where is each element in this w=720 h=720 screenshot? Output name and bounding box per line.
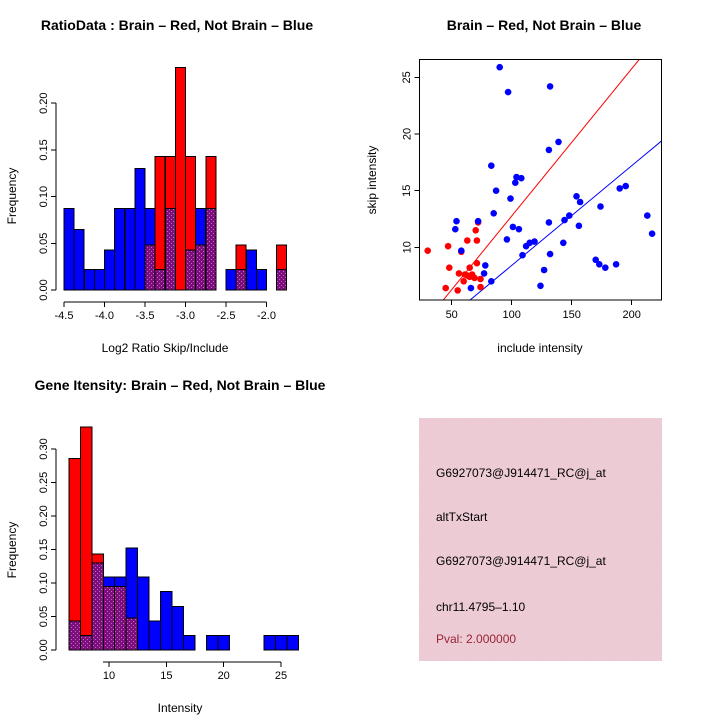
scatter-point-brain — [446, 264, 453, 271]
scatter-point-brain — [474, 237, 481, 244]
scatter-point-brain — [474, 260, 481, 267]
scatter-point-not-brain — [531, 238, 538, 245]
x-tick-label: -2.5 — [216, 310, 236, 322]
scatter-point-not-brain — [613, 261, 620, 268]
scatter-point-not-brain — [519, 252, 526, 259]
hist-bar-red — [80, 427, 92, 650]
y-axis-label: Frequency — [5, 521, 19, 579]
hist-bar-overlap — [145, 245, 155, 290]
scatter-point-not-brain — [596, 261, 603, 268]
scatter-point-not-brain — [577, 199, 584, 206]
scatter-point-brain — [460, 278, 467, 285]
y-tick-label: 20 — [401, 127, 414, 141]
panel-ratio-histogram — [0, 0, 360, 360]
x-tick-label: -3.0 — [176, 310, 195, 322]
scatter-point-not-brain — [560, 240, 567, 247]
scatter-point-not-brain — [453, 218, 460, 225]
scatter-point-not-brain — [644, 212, 651, 219]
hist-bar-overlap — [80, 635, 92, 650]
scatter-point-not-brain — [475, 218, 482, 225]
hist-bar-overlap — [103, 586, 115, 650]
hist-bar-overlap — [236, 270, 246, 291]
scatter-point-not-brain — [546, 147, 553, 154]
scatter-point-brain — [454, 287, 461, 294]
y-tick-label: 0.20 — [38, 92, 50, 114]
hist-bar-overlap — [126, 618, 138, 650]
y-tick-label: 0.25 — [38, 471, 50, 494]
scatter-point-brain — [477, 276, 484, 283]
hist-bar-overlap — [92, 563, 104, 650]
scatter-point-not-brain — [504, 236, 511, 243]
x-tick-label: 50 — [445, 309, 458, 321]
y-tick-label: 0.10 — [38, 572, 50, 594]
scatter-point-not-brain — [576, 223, 583, 230]
ratio-histogram-plot — [0, 0, 360, 360]
event-type-line: altTxStart — [436, 510, 488, 524]
x-tick-label: 10 — [102, 670, 116, 682]
hist-bar-blue — [64, 209, 74, 290]
scatter-point-brain — [466, 264, 473, 271]
scatter-point-not-brain — [490, 210, 497, 217]
hist-bar-overlap — [115, 586, 127, 650]
hist-bar-overlap — [69, 621, 81, 650]
hist-bar-blue — [105, 250, 115, 290]
plot-title: Brain – Red, Not Brain – Blue — [446, 17, 642, 33]
scatter-point-not-brain — [493, 187, 500, 194]
x-tick-label: 100 — [502, 309, 521, 321]
scatter-point-not-brain — [481, 270, 488, 277]
hist-bar-blue — [287, 635, 299, 650]
scatter-point-brain — [464, 237, 471, 244]
hist-bar-overlap — [155, 270, 165, 291]
hist-bar-blue — [84, 270, 94, 291]
plot-title: Gene Itensity: Brain – Red, Not Brain – Blue — [34, 377, 326, 393]
y-tick-label: 0.30 — [38, 438, 50, 460]
x-tick-label: 200 — [622, 309, 641, 321]
scatter-point-not-brain — [518, 175, 525, 182]
x-tick-label: -4.5 — [54, 310, 74, 322]
x-tick-label: 20 — [217, 670, 230, 682]
y-tick-label: 25 — [401, 71, 414, 84]
scatter-point-brain — [442, 285, 449, 292]
probe-id-line-1: G6927073@J914471_RC@j_at — [436, 466, 606, 480]
y-tick-label: 0.05 — [38, 232, 50, 255]
scatter-point-not-brain — [547, 251, 554, 258]
y-tick-label: 0.20 — [38, 505, 50, 527]
scatter-point-not-brain — [510, 224, 517, 231]
plot-box — [419, 59, 661, 300]
hist-bar-blue — [264, 635, 276, 650]
hist-bar-blue — [135, 169, 145, 290]
intensity-scatter-plot — [360, 0, 720, 360]
x-tick-label: 25 — [274, 670, 288, 682]
scatter-point-not-brain — [516, 226, 523, 233]
x-tick-label: -2.0 — [257, 310, 276, 322]
hist-bar-blue — [149, 621, 161, 650]
scatter-point-not-brain — [573, 193, 580, 200]
plot-title: RatioData : Brain – Red, Not Brain – Blue — [40, 17, 314, 33]
scatter-point-not-brain — [561, 217, 568, 224]
hist-bar-blue — [275, 635, 287, 650]
scatter-point-brain — [445, 243, 452, 250]
scatter-point-brain — [456, 270, 463, 277]
scatter-point-not-brain — [488, 278, 495, 285]
hist-bar-blue — [226, 270, 236, 291]
hist-bar-blue — [207, 635, 219, 650]
hist-bar-blue — [74, 229, 84, 290]
x-tick-label: 15 — [160, 670, 173, 682]
scatter-point-not-brain — [482, 262, 489, 269]
scatter-point-brain — [424, 247, 431, 254]
y-axis-label: skip intensity — [365, 145, 379, 215]
hist-bar-blue — [94, 270, 104, 291]
panel-info — [360, 360, 720, 720]
pval-line: Pval: 2.000000 — [436, 632, 517, 646]
hist-bar-overlap — [165, 209, 175, 290]
scatter-point-brain — [477, 284, 484, 291]
probe-id-line-2: G6927073@J914471_RC@j_at — [436, 554, 606, 568]
hist-bar-overlap — [277, 270, 287, 291]
y-tick-label: 0.00 — [38, 279, 50, 301]
hist-bar-red — [175, 68, 185, 290]
scatter-point-not-brain — [488, 162, 495, 169]
scatter-point-not-brain — [507, 195, 514, 202]
scatter-point-not-brain — [597, 203, 604, 210]
x-axis-label: Intensity — [157, 701, 203, 715]
y-tick-label: 0.15 — [38, 139, 50, 161]
x-axis-label: Log2 Ratio Skip/Include — [101, 341, 229, 355]
x-axis-label: include intensity — [497, 341, 583, 355]
hist-bar-blue — [115, 209, 125, 290]
hist-bar-blue — [138, 577, 150, 650]
scatter-point-not-brain — [622, 183, 629, 190]
scatter-point-not-brain — [537, 283, 544, 290]
panel-intensity-scatter — [360, 0, 720, 360]
hist-bar-overlap — [196, 245, 206, 290]
hist-bar-blue — [184, 635, 196, 650]
y-tick-label: 15 — [401, 184, 414, 197]
scatter-point-not-brain — [505, 89, 512, 96]
scatter-point-not-brain — [468, 285, 475, 292]
scatter-point-not-brain — [546, 219, 553, 226]
scatter-point-brain — [471, 275, 478, 282]
hist-bar-blue — [172, 606, 184, 650]
y-tick-label: 0.05 — [38, 605, 50, 628]
hist-bar-blue — [246, 250, 256, 290]
y-tick-label: 0.10 — [38, 185, 50, 208]
x-tick-label: -3.5 — [135, 310, 155, 322]
scatter-point-not-brain — [566, 212, 573, 219]
scatter-point-brain — [472, 227, 479, 234]
hist-bar-overlap — [206, 209, 216, 290]
probe-info-box — [419, 418, 662, 661]
scatter-point-not-brain — [512, 179, 519, 186]
scatter-point-not-brain — [616, 185, 623, 192]
hist-bar-blue — [256, 270, 266, 291]
y-tick-label: 0.15 — [38, 538, 50, 561]
y-axis-label: Frequency — [5, 167, 19, 225]
locus-line: chr11.4795–1.10 — [436, 600, 526, 614]
hist-bar-blue — [218, 635, 230, 650]
scatter-point-not-brain — [555, 139, 562, 146]
x-tick-label: 150 — [562, 309, 581, 321]
y-tick-label: 0.00 — [38, 639, 50, 661]
panel-gene-intensity-histogram — [0, 360, 360, 720]
scatter-point-not-brain — [458, 247, 465, 254]
y-tick-label: 10 — [401, 241, 414, 254]
scatter-point-not-brain — [541, 267, 548, 274]
hist-bar-blue — [125, 209, 135, 290]
gene-intensity-histogram-plot — [0, 360, 360, 720]
hist-bar-blue — [161, 592, 173, 650]
x-tick-label: -4.0 — [95, 310, 114, 322]
scatter-point-not-brain — [452, 226, 459, 233]
scatter-point-not-brain — [496, 64, 503, 71]
scatter-point-not-brain — [602, 264, 609, 271]
hist-bar-overlap — [186, 250, 196, 290]
scatter-point-not-brain — [547, 83, 554, 90]
scatter-point-not-brain — [649, 230, 656, 237]
